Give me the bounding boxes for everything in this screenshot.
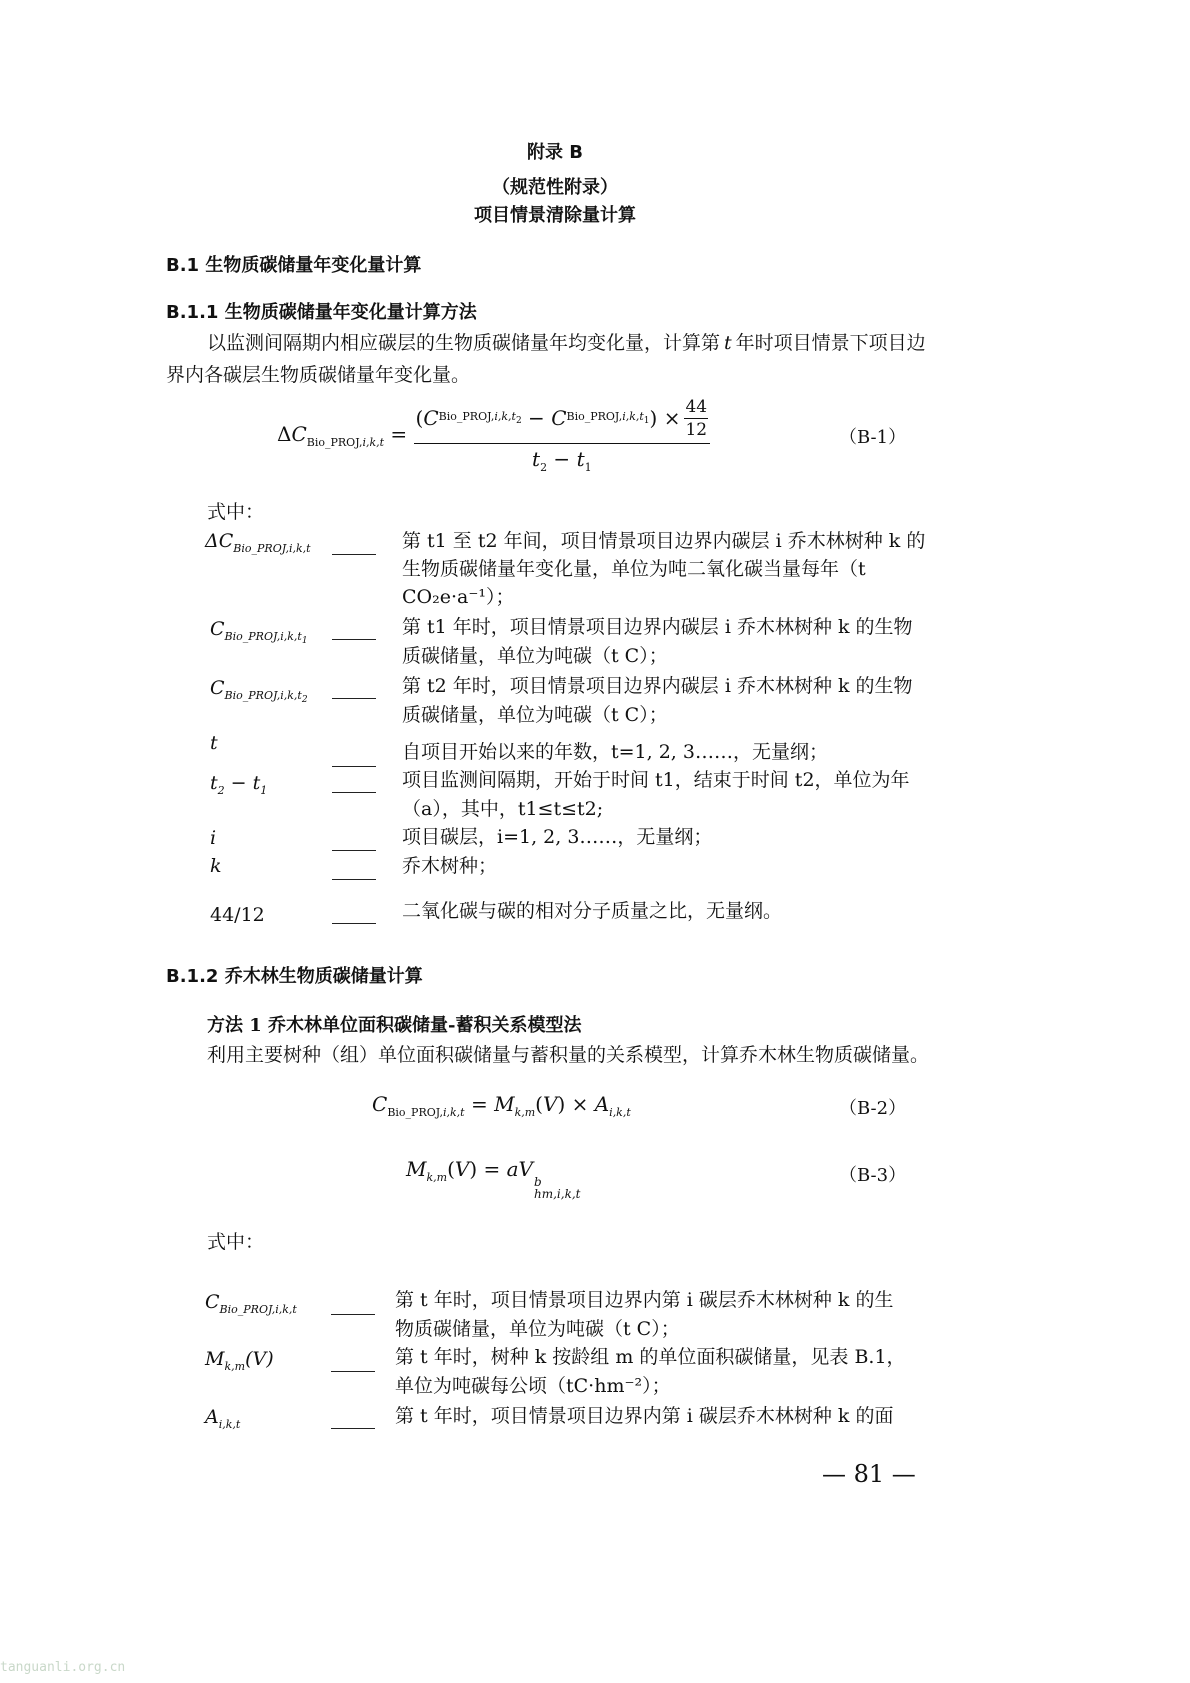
def-desc-c-t2-2: 质碳储量，单位为吨碳（t C）；: [402, 704, 668, 726]
def-desc-c-bio-1: 第 t 年时，项目情景项目边界内第 i 碳层乔木林树种 k 的生: [395, 1289, 894, 1311]
eq-b1-ratio: $\frac{44}{12}$: [685, 396, 708, 440]
def-dash: [332, 909, 376, 928]
section-b1-heading: B.1 生物质碳储量年变化量计算: [166, 255, 422, 276]
def-desc-m-km-1: 第 t 年时，树种 k 按龄组 m 的单位面积碳储量，见表 B.1，: [395, 1346, 906, 1368]
method1-paragraph: 利用主要树种（组）单位面积碳储量与蓄积量的关系模型，计算乔木林生物质碳储量。: [207, 1044, 930, 1066]
def-desc-i: 项目碳层，i=1, 2, 3……，无量纲；: [402, 826, 713, 848]
def-dash: [332, 684, 376, 703]
def-desc-t: 自项目开始以来的年数，t=1, 2, 3……，无量纲；: [402, 741, 828, 763]
def-symbol-c-bio: $C_{Bio\_PROJ,i,k,t}$: [205, 1291, 297, 1316]
appendix-title: 项目情景清除量计算: [474, 205, 636, 226]
watermark-text: tanguanli.org.cn: [0, 1660, 126, 1675]
def-desc-44-12: 二氧化碳与碳的相对分子质量之比，无量纲。: [402, 900, 783, 922]
def-symbol-i: i: [210, 827, 217, 849]
equation-b2-number: （B-2）: [839, 1098, 907, 1119]
def-dash: [332, 778, 376, 797]
def-desc-delta-c-2: 生物质碳储量年变化量，单位为吨二氧化碳当量每年（t: [402, 558, 866, 580]
def-desc-t2-t1-1: 项目监测间隔期，开始于时间 t1，结束于时间 t2，单位为年: [402, 769, 910, 791]
where-label-2: 式中：: [207, 1231, 265, 1253]
def-dash: [332, 836, 376, 855]
def-blank: [331, 1300, 375, 1319]
def-dash: [332, 625, 376, 644]
equation-b3-number: （B-3）: [839, 1165, 907, 1186]
equation-b2: $C_{Bio\_PROJ,i,k,t} = M_{k,m}(V) \times A_{i,k,t}$: [372, 1092, 631, 1119]
def-desc-k: 乔木树种；: [402, 855, 498, 877]
def-desc-a-ikt-1: 第 t 年时，项目情景项目边界内第 i 碳层乔木林树种 k 的面: [395, 1405, 894, 1427]
def-symbol-delta-c: $\Delta C_{Bio\_PROJ,i,k,t}$: [205, 530, 311, 555]
def-dash: [332, 540, 376, 559]
def-symbol-a-ikt: $A_{i,k,t}$: [205, 1406, 241, 1431]
eq-b1-fraction: ( C $Bio\_PROJ,i,k,t_2$ − C $Bio\_PROJ,i,k,t_1$ ) × $\frac{44}{12}$ $t_2 - t_1$: [414, 397, 711, 474]
appendix-label: 附录 B: [527, 142, 583, 163]
def-dash: [332, 865, 376, 884]
def-desc-c-bio-2: 物质碳储量，单位为吨碳（t C）；: [395, 1318, 680, 1340]
section-b12-heading: B.1.2 乔木林生物质碳储量计算: [166, 966, 423, 987]
equation-b3: $M_{k,m}(V)$ = aV b hm,i,k,t: [406, 1157, 581, 1201]
where-label-1: 式中：: [207, 501, 265, 523]
appendix-type: （规范性附录）: [492, 177, 618, 198]
def-desc-c-t2-1: 第 t2 年时，项目情景项目边界内碳层 i 乔木林树种 k 的生物: [402, 675, 913, 697]
b11-paragraph-line1: 以监测间隔期内相应碳层的生物质碳储量年均变化量，计算第 t 年时项目情景下项目边: [207, 332, 926, 354]
def-desc-m-km-2: 单位为吨碳每公顷（tC·hm⁻²）；: [395, 1375, 671, 1397]
def-dash: [332, 752, 376, 771]
eq-b1-lhs: $\Delta C_{Bio\_PROJ,i,k,t}$ =: [277, 421, 414, 449]
def-symbol-m-km: $M_{k,m}(V)$: [205, 1348, 274, 1373]
def-symbol-t2-t1: $t_2 - t_1$: [210, 772, 268, 797]
b11-paragraph-line2: 界内各碳层生物质碳储量年变化量。: [166, 364, 471, 386]
method1-heading: 方法 1 乔木林单位面积碳储量-蓄积关系模型法: [207, 1015, 582, 1036]
def-blank: [331, 1357, 375, 1376]
def-desc-delta-c-1: 第 t1 至 t2 年间，项目情景项目边界内碳层 i 乔木林树种 k 的: [402, 530, 926, 552]
def-symbol-c-t1: $C_{Bio\_PROJ,i,k,t_1}$: [210, 618, 308, 646]
def-symbol-t: t: [210, 732, 218, 754]
equation-b1: [277, 398, 710, 472]
def-symbol-k: k: [210, 855, 222, 877]
equation-b1-number: （B-1）: [839, 427, 907, 448]
def-desc-c-t1-1: 第 t1 年时，项目情景项目边界内碳层 i 乔木林树种 k 的生物: [402, 616, 913, 638]
def-symbol-c-t2: $C_{Bio\_PROJ,i,k,t_2}$: [210, 677, 308, 705]
section-b11-heading: B.1.1 生物质碳储量年变化量计算方法: [166, 302, 477, 323]
page-number: — 81 —: [822, 1460, 916, 1488]
def-dash: [331, 1414, 375, 1433]
def-desc-c-t1-2: 质碳储量，单位为吨碳（t C）；: [402, 645, 668, 667]
def-desc-t2-t1-2: （a），其中，t1≤t≤t2;: [402, 798, 604, 820]
def-desc-delta-c-3: CO₂e·a⁻¹）；: [402, 586, 515, 608]
def-symbol-44-12: 44/12: [210, 904, 265, 926]
